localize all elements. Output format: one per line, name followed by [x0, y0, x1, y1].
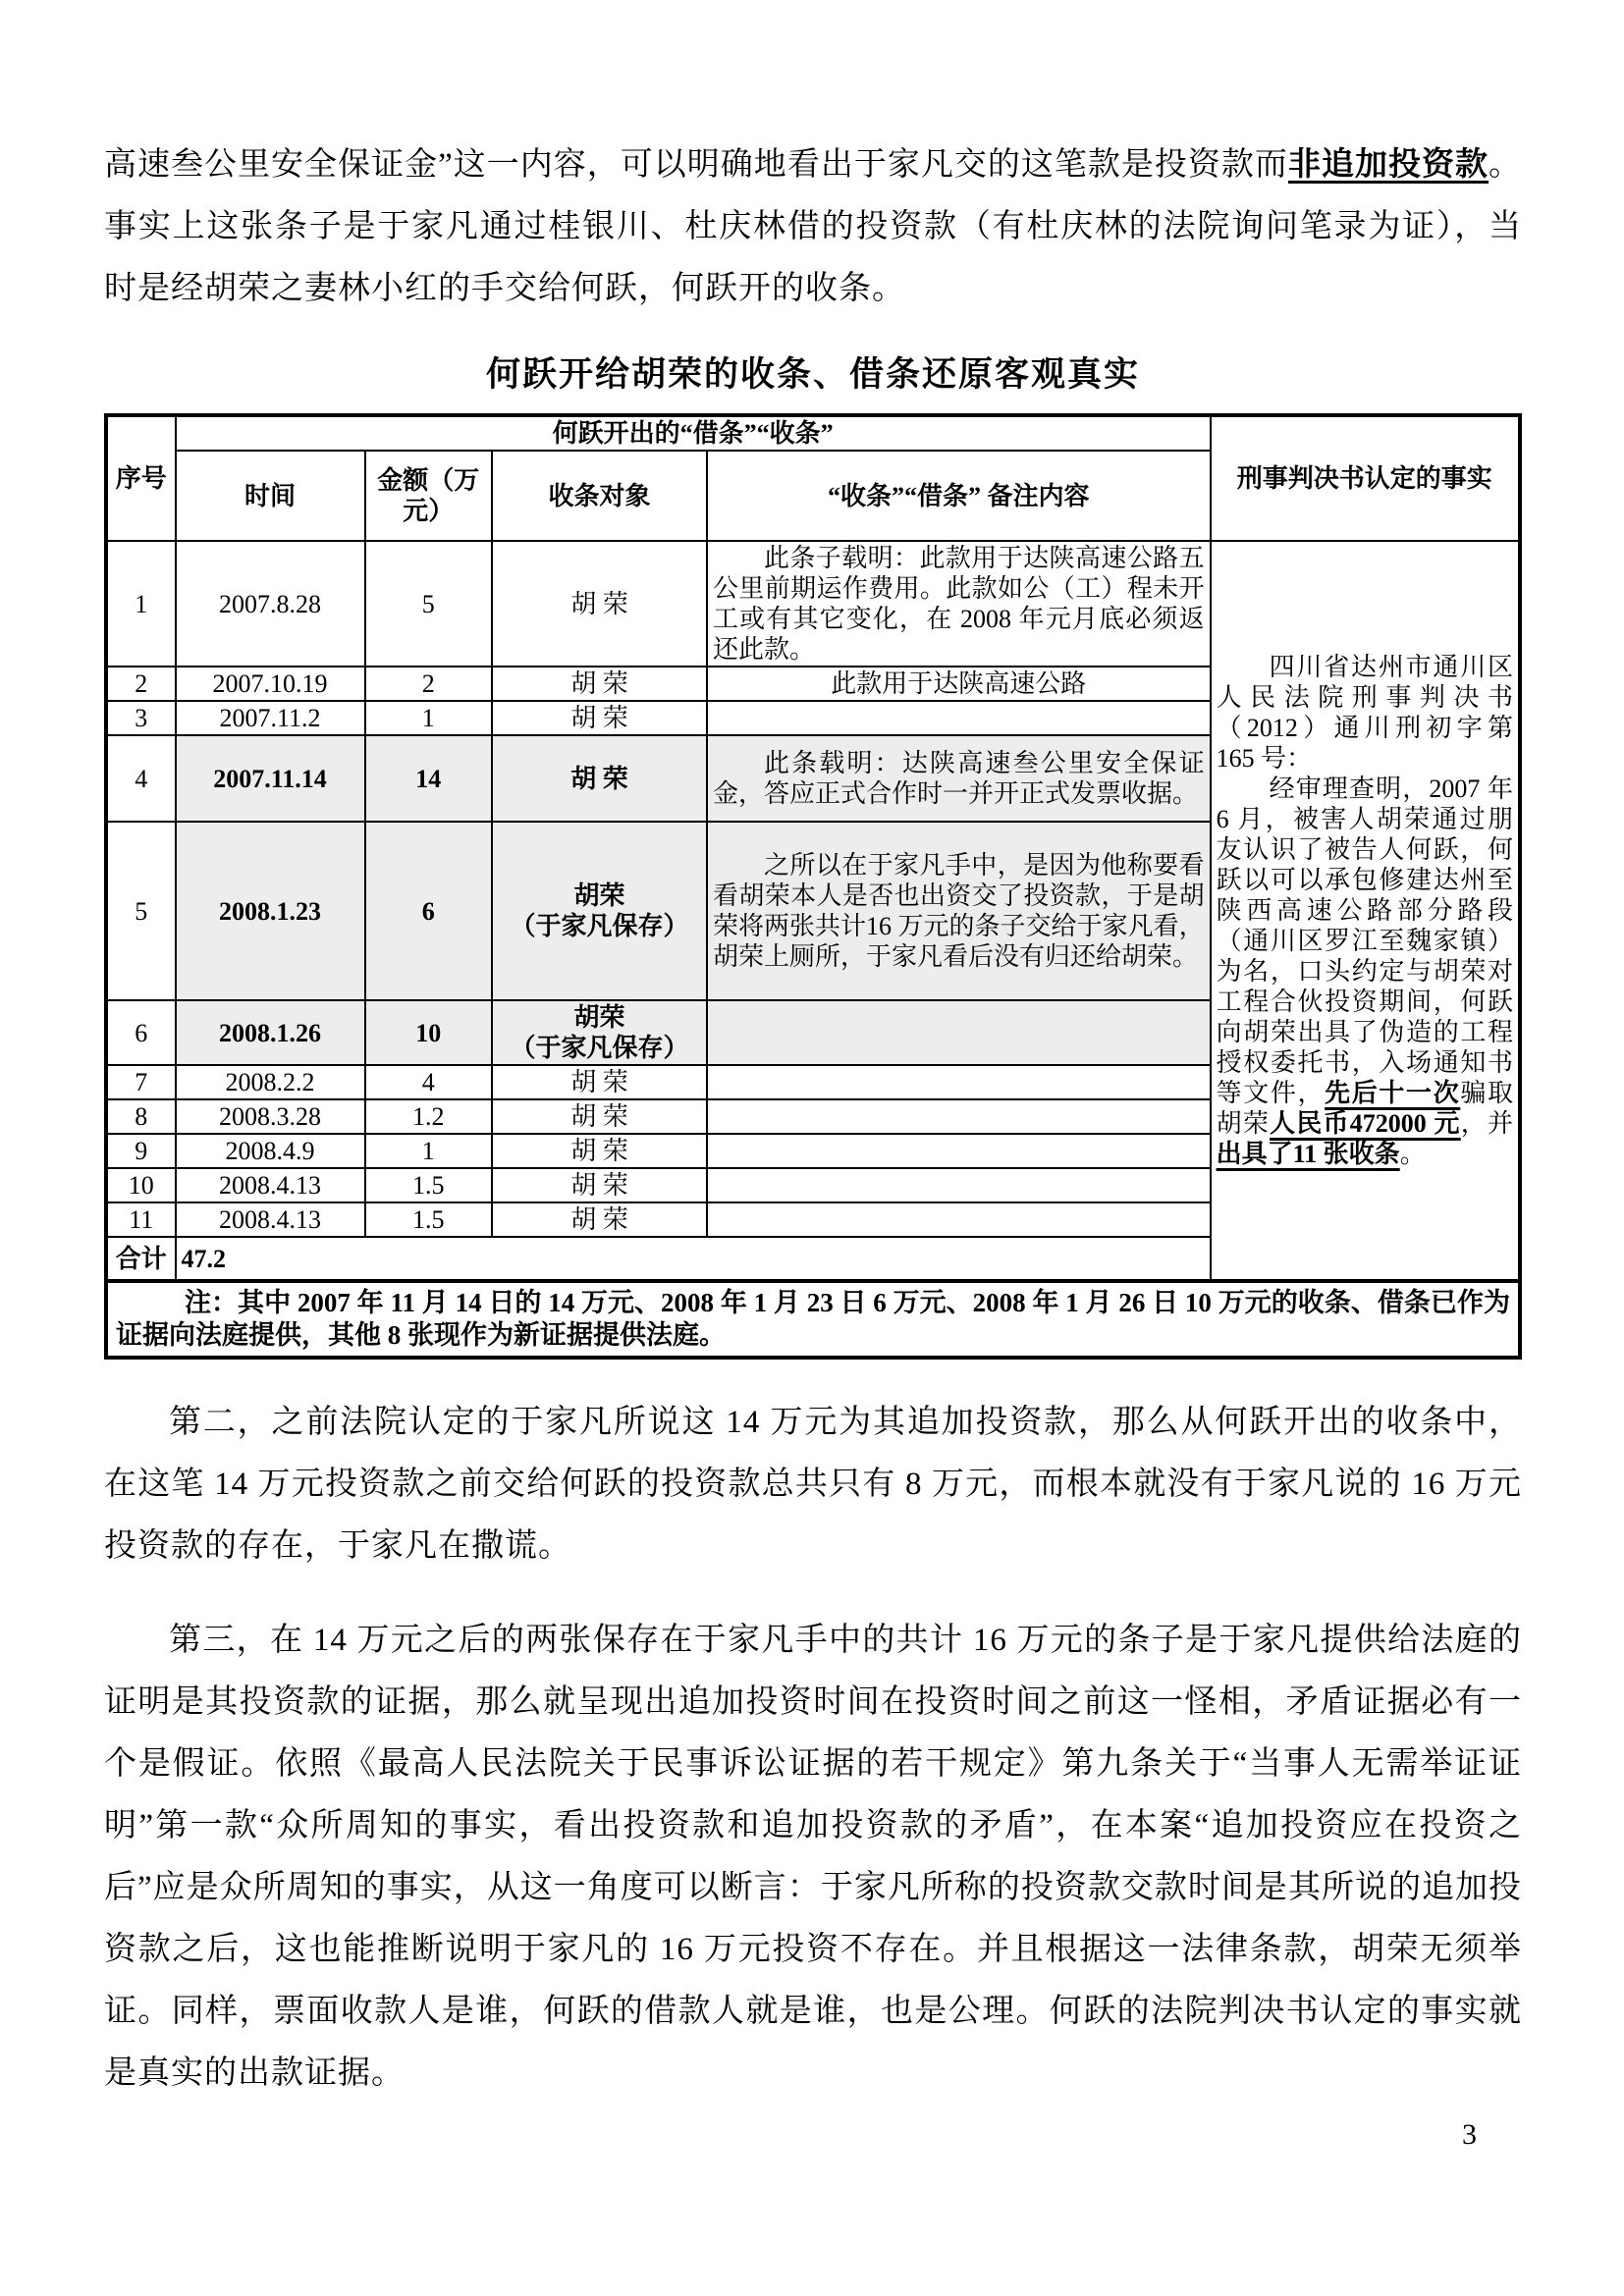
row-remark: 此款用于达陕高速公路 [707, 667, 1211, 701]
row-date: 2007.10.19 [176, 667, 365, 701]
intro-paragraph [104, 32, 1522, 320]
row-recipient: 胡 荣 [492, 667, 707, 701]
header-remark: “收条”“借条” 备注内容 [707, 451, 1211, 541]
row-date: 2008.4.13 [176, 1202, 365, 1237]
row-amount: 1.2 [365, 1099, 493, 1134]
table-header-row-1 [106, 415, 1520, 451]
row-no: 10 [106, 1168, 176, 1202]
verdict-seg: 经审理查明，2007 年 6 月，被害人胡荣通过朋友认识了被告人何跃，何跃以可以承包修建达州至陕西高速公路部分路段（通川区罗江至魏家镇）为名，口头约定与胡荣对工程合伙投资期间，何跃向胡荣出具了伪造的工程授权委托书，入场通知书等文件， [1216, 774, 1513, 1107]
row-amount: 1.5 [365, 1168, 493, 1202]
verdict-seg-bold: 先后十一次 [1325, 1079, 1461, 1107]
row-date: 2008.1.26 [176, 1000, 365, 1065]
body-paragraph-2: 第二，之前法院认定的于家凡所说这 14 万元为其追加投资款，那么从何跃开出的收条中，在这笔 14 万元投资款之前交给何跃的投资款总共只有 8 万元，而根本就没有于家凡说的 16 万元投资款的存在，于家凡在撒谎。 [104, 1405, 1522, 1564]
verdict-seg: ，并 [1460, 1109, 1513, 1138]
row-amount: 1 [365, 701, 493, 735]
row-no: 5 [106, 822, 176, 1000]
evidence-table [104, 413, 1522, 1360]
row-amount: 14 [365, 735, 493, 822]
row-no: 7 [106, 1065, 176, 1099]
row-remark: 此条子载明：此款用于达陕高速公路五公里前期运作费用。此款如公（工）程未开工或有其它变化，在 2008 年元月底必须返还此款。 [707, 541, 1211, 667]
recipient-holder: （于家凡保存） [510, 1034, 689, 1062]
header-group: 何跃开出的“借条”“收条” [176, 415, 1211, 451]
verdict-cell [1211, 541, 1520, 1281]
row-no: 9 [106, 1134, 176, 1168]
row-date: 2008.4.9 [176, 1134, 365, 1168]
row-date: 2007.11.14 [176, 735, 365, 822]
row-amount: 4 [365, 1065, 493, 1099]
row-recipient: 胡 荣 [492, 1134, 707, 1168]
row-remark [707, 1202, 1211, 1237]
row-recipient: 胡 荣 [492, 1065, 707, 1099]
verdict-paragraph-2 [1217, 774, 1513, 1169]
row-remark [707, 701, 1211, 735]
page-number: 3 [1462, 2118, 1477, 2151]
row-date: 2008.2.2 [176, 1065, 365, 1099]
row-recipient: 胡 荣 [492, 1168, 707, 1202]
recipient-name: 胡荣 [573, 881, 625, 910]
table-row [106, 541, 1520, 667]
row-remark [707, 1000, 1211, 1065]
body-paragraph-3: 第三，在 14 万元之后的两张保存在于家凡手中的共计 16 万元的条子是于家凡提供给法庭的证明是其投资款的证据，那么就呈现出追加投资时间在投资时间之前这一怪相，矛盾证据必有一个是假证。依照《最高人民法院关于民事诉讼证据的若干规定》第九条关于“当事人无需举证证明”第一款“众所周知的事实，看出投资款和追加投资款的矛盾”，在本案“追加投资应在投资之后”应是众所周知的事实，从这一角度可以断言：于家凡所称的投资款交款时间是其所说的追加投资款之后，这也能推断说明于家凡的 16 万元投资不存在。并且根据这一法律条款，胡荣无须举证。同样，票面收款人是谁，何跃的借款人就是谁，也是公理。何跃的法院判决书认定的事实就是真实的出款证据。 [104, 1623, 1522, 2091]
verdict-seg: 。 [1399, 1140, 1426, 1168]
row-date: 2008.1.23 [176, 822, 365, 1000]
row-no: 4 [106, 735, 176, 822]
document-page [104, 0, 1522, 2137]
header-time: 时间 [176, 451, 365, 541]
intro-bold-underline: 非追加投资款 [1287, 147, 1489, 183]
header-recipient: 收条对象 [492, 451, 707, 541]
row-remark [707, 1134, 1211, 1168]
verdict-seg-bold: 出具了11 张收条 [1216, 1140, 1400, 1168]
row-recipient: 胡 荣 [492, 735, 707, 822]
verdict-seg: 骗取胡荣 [1216, 1079, 1513, 1138]
total-label: 合计 [106, 1237, 176, 1281]
row-no: 6 [106, 1000, 176, 1065]
row-date: 2007.11.2 [176, 701, 365, 735]
recipient-holder: （于家凡保存） [510, 912, 689, 940]
row-recipient [492, 822, 707, 1000]
row-remark: 此条载明：达陕高速叁公里安全保证金，答应正式合作时一并开正式发票收据。 [707, 735, 1211, 822]
header-amount: 金额（万元） [365, 451, 493, 541]
table-title: 何跃开给胡荣的收条、借条还原客观真实 [485, 355, 1140, 394]
row-remark [707, 1099, 1211, 1134]
row-recipient: 胡 荣 [492, 701, 707, 735]
row-remark: 之所以在于家凡手中，是因为他称要看看胡荣本人是否也出资交了投资款，于是胡荣将两张共计16 万元的条子交给于家凡看，胡荣上厕所，于家凡看后没有归还给胡荣。 [707, 822, 1211, 1000]
table-note: 注：其中 2007 年 11 月 14 日的 14 万元、2008 年 1 月 23 日 6 万元、2008 年 1 月 26 日 10 万元的收条、借条已作为证据向法庭提供，其他 8 张现作为新证据提供法庭。 [106, 1281, 1520, 1358]
row-amount: 10 [365, 1000, 493, 1065]
row-recipient: 胡 荣 [492, 1099, 707, 1134]
row-amount: 1 [365, 1134, 493, 1168]
row-no: 11 [106, 1202, 176, 1237]
verdict-seg-bold: 人民币472000 元 [1270, 1109, 1461, 1138]
row-amount: 6 [365, 822, 493, 1000]
row-no: 2 [106, 667, 176, 701]
header-no: 序号 [106, 415, 176, 541]
header-verdict: 刑事判决书认定的事实 [1211, 415, 1520, 541]
row-date: 2007.8.28 [176, 541, 365, 667]
verdict-paragraph-1: 四川省达州市通川区人民法院刑事判决书（2012）通川刑初字第 165 号： [1216, 653, 1513, 773]
row-recipient: 胡 荣 [492, 1202, 707, 1237]
row-amount: 1.5 [365, 1202, 493, 1237]
intro-text-post: 。事实上这张条子是于家凡通过桂银川、杜庆林借的投资款（有杜庆林的法院询问笔录为证），当时是经胡荣之妻林小红的手交给何跃，何跃开的收条。 [104, 147, 1523, 306]
row-no: 3 [106, 701, 176, 735]
row-remark [707, 1065, 1211, 1099]
intro-text-pre: 高速叁公里安全保证金”这一内容，可以明确地看出于家凡交的这笔款是投资款而 [104, 147, 1288, 183]
row-date: 2008.3.28 [176, 1099, 365, 1134]
row-amount: 5 [365, 541, 493, 667]
row-recipient [492, 1000, 707, 1065]
row-remark [707, 1168, 1211, 1202]
row-no: 8 [106, 1099, 176, 1134]
total-value: 47.2 [176, 1237, 1211, 1281]
row-date: 2008.4.13 [176, 1168, 365, 1202]
recipient-name: 胡荣 [573, 1003, 625, 1032]
row-no: 1 [106, 541, 176, 667]
note-row [106, 1281, 1520, 1358]
row-recipient: 胡 荣 [492, 541, 707, 667]
row-amount: 2 [365, 667, 493, 701]
